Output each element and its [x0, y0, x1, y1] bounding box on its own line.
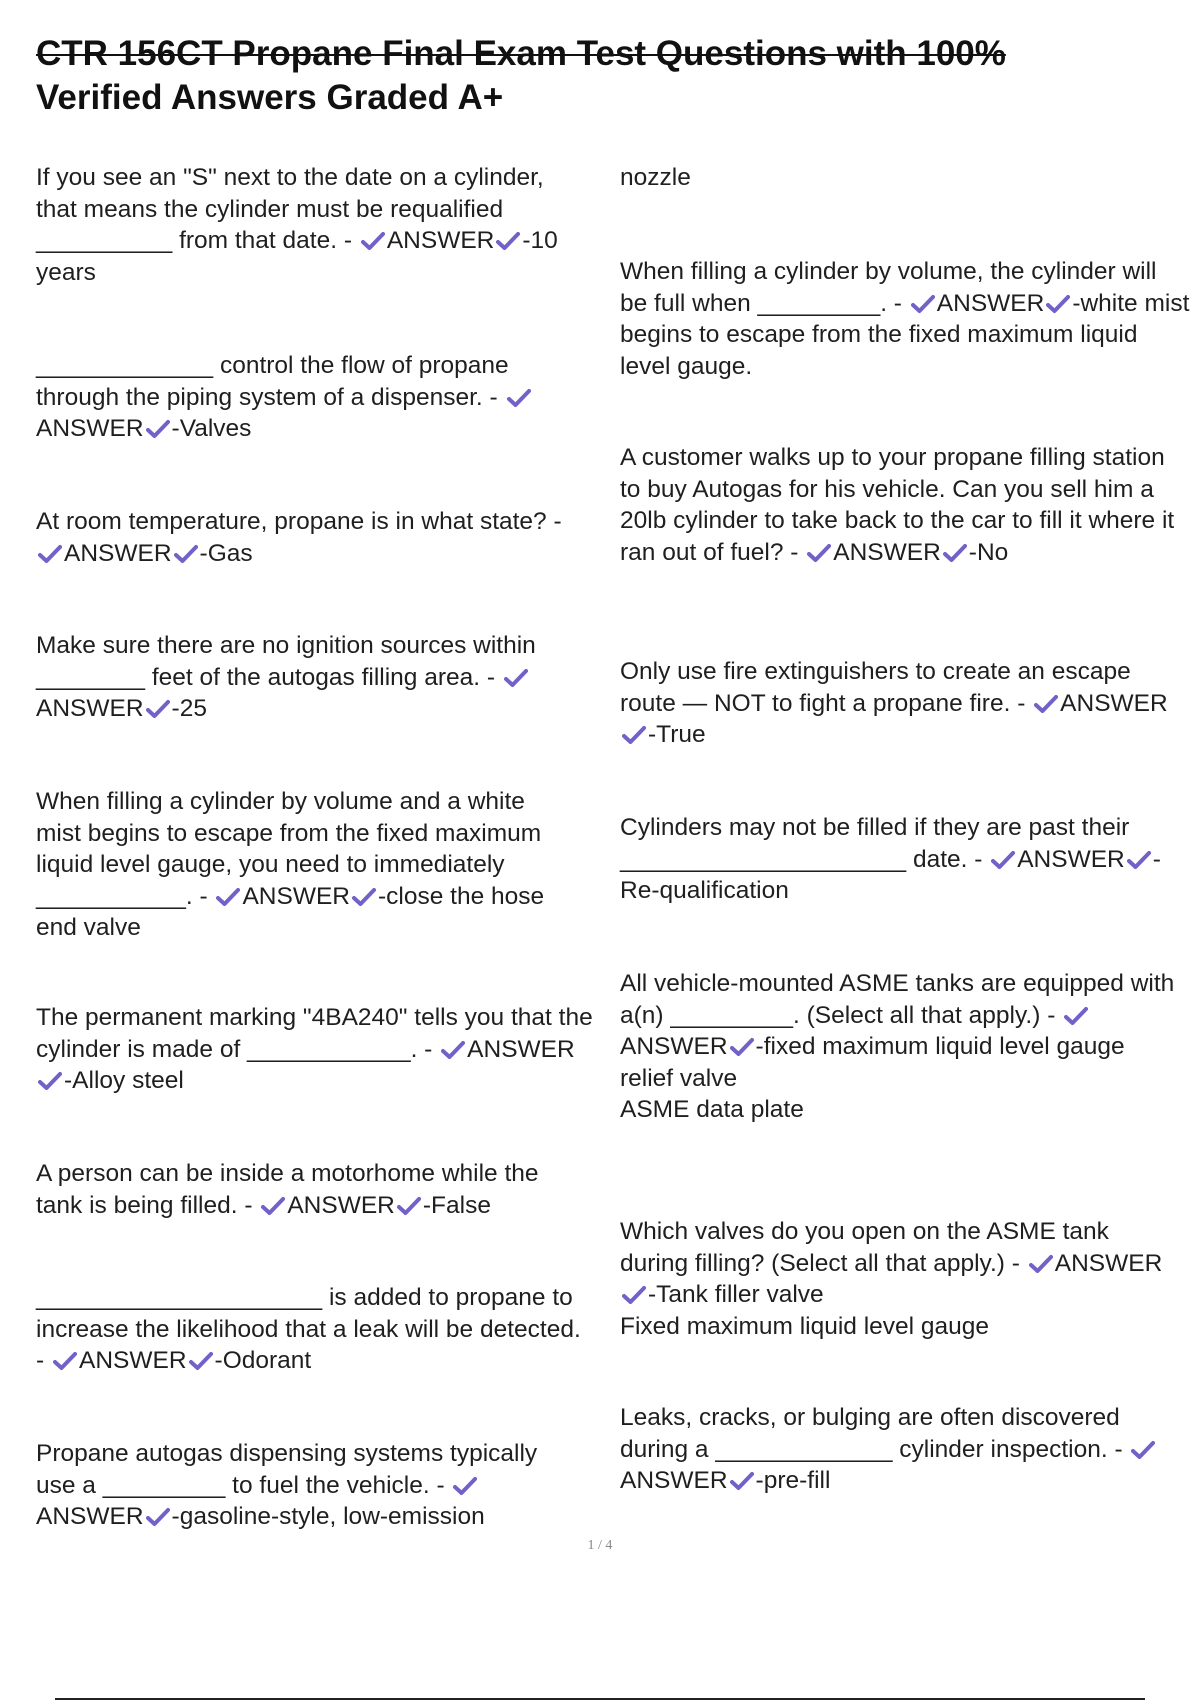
- check-icon: [361, 231, 385, 251]
- question-text: When filling a cylinder by volume, the cylinder will be full when _________. -: [620, 258, 1157, 317]
- answer-text: -fixed maximum liquid level gauge: [755, 1033, 1125, 1060]
- answer-text: -25: [171, 695, 207, 722]
- qa-item: [620, 656, 1180, 751]
- check-icon: [352, 887, 376, 907]
- answer-label: ANSWER: [1060, 689, 1168, 717]
- check-icon: [1034, 694, 1058, 714]
- check-icon: [216, 887, 240, 907]
- answer-label: ANSWER: [36, 1503, 144, 1530]
- question-text: _____________ control the flow of propane through the piping system of a dispenser. -: [36, 352, 509, 411]
- answer-label: ANSWER: [386, 227, 495, 254]
- check-icon: [453, 1476, 477, 1496]
- answer-continuation: nozzle: [620, 164, 691, 191]
- answer-text: -close the hose end valve: [36, 882, 545, 941]
- answer-text: -Tank filler valve: [648, 1281, 824, 1308]
- qa-item: [620, 442, 1180, 568]
- answer-extra-line: relief valve: [620, 1064, 738, 1092]
- check-icon: [730, 1471, 754, 1491]
- document-title: [36, 32, 1146, 120]
- answer-extra-line: Fixed maximum liquid level gauge: [620, 1312, 990, 1340]
- check-icon: [174, 544, 198, 564]
- answer-text: -No: [968, 538, 1009, 566]
- answer-label: ANSWER: [620, 1033, 728, 1060]
- title-line-1: CTR 156CT Propane Final Exam Test Questions with 100%: [36, 34, 1006, 73]
- qa-item: [36, 630, 566, 725]
- answer-label: ANSWER: [36, 695, 144, 722]
- check-icon: [911, 294, 935, 314]
- title-line-2: Verified Answers Graded A+: [36, 78, 504, 117]
- check-icon: [146, 419, 170, 439]
- check-icon: [1046, 294, 1070, 314]
- answer-label: ANSWER: [467, 1035, 575, 1063]
- question-text: Make sure there are no ignition sources within ________ feet of the autogas filling area. -: [36, 632, 536, 691]
- qa-item: [36, 350, 566, 445]
- question-text: Cylinders may not be filled if they are past their _____________________ date. -: [620, 814, 1130, 873]
- answer-text: -pre-fill: [755, 1467, 831, 1494]
- check-icon: [730, 1037, 754, 1057]
- check-icon: [622, 1285, 646, 1305]
- check-icon: [991, 850, 1015, 870]
- answer-label: ANSWER: [936, 289, 1045, 317]
- check-icon: [1131, 1440, 1155, 1460]
- question-text: _____________________ is added to propane to increase the likelihood that a leak will be detected. -: [36, 1284, 581, 1374]
- question-text: Leaks, cracks, or bulging are often discovered during a _____________ cylinder inspection. -: [620, 1404, 1123, 1463]
- check-icon: [261, 1196, 285, 1216]
- check-icon: [1064, 1006, 1088, 1026]
- question-text: When filling a cylinder by volume and a white mist begins to escape from the fixed maximum liquid level gauge, you need to immediately ___________. -: [36, 788, 542, 910]
- qa-item: [620, 1402, 1165, 1497]
- check-icon: [504, 668, 528, 688]
- check-icon: [441, 1040, 465, 1060]
- answer-label: ANSWER: [1017, 845, 1125, 873]
- check-icon: [146, 699, 170, 719]
- check-icon: [38, 544, 62, 564]
- check-icon: [38, 1071, 62, 1091]
- check-icon: [1029, 1254, 1053, 1274]
- answer-text: -10 years: [36, 227, 558, 286]
- answer-label: ANSWER: [833, 538, 941, 566]
- answer-extra-line: ASME data plate: [620, 1096, 804, 1123]
- question-text: Which valves do you open on the ASME tank during filling? (Select all that apply.) -: [620, 1218, 1109, 1277]
- answer-text: -Gas: [199, 539, 253, 567]
- page-number: 1 / 4: [587, 1538, 613, 1553]
- qa-item: [36, 1438, 576, 1533]
- question-text: At room temperature, propane is in what state? -: [36, 508, 562, 535]
- qa-item: [620, 812, 1180, 907]
- check-icon: [189, 1351, 213, 1371]
- question-text: All vehicle-mounted ASME tanks are equipped with a(n) _________. (Select all that apply.) -: [620, 970, 1175, 1029]
- check-icon: [622, 725, 646, 745]
- answer-text: -Alloy steel: [64, 1067, 184, 1094]
- check-icon: [507, 388, 531, 408]
- qa-item: [620, 968, 1180, 1126]
- qa-item: [620, 1216, 1180, 1342]
- qa-item: [36, 1282, 581, 1377]
- answer-text: -white mist begins to escape from the fixed maximum liquid level gauge.: [620, 289, 1190, 380]
- question-text: Propane autogas dispensing systems typically use a _________ to fuel the vehicle. -: [36, 1440, 538, 1499]
- qa-item: [36, 506, 596, 569]
- question-text: The permanent marking "4BA240" tells you that the cylinder is made of ____________. -: [36, 1004, 593, 1063]
- check-icon: [53, 1351, 77, 1371]
- answer-label: ANSWER: [242, 882, 351, 910]
- answer-text: -Valves: [171, 415, 252, 442]
- question-text: Only use fire extinguishers to create an escape route — NOT to fight a propane fire. -: [620, 658, 1131, 717]
- qa-item: [36, 162, 566, 288]
- qa-item: [36, 1002, 596, 1097]
- check-icon: [1127, 850, 1151, 870]
- check-icon: [496, 231, 520, 251]
- check-icon: [807, 543, 831, 563]
- qa-item: [36, 1158, 576, 1221]
- answer-text: -Re-qualification: [620, 845, 1161, 904]
- question-text: A person can be inside a motorhome while the tank is being filled. -: [36, 1160, 539, 1219]
- answer-label: ANSWER: [287, 1191, 395, 1219]
- answer-text: -gasoline-style, low-emission: [171, 1503, 485, 1530]
- qa-item: [36, 786, 571, 944]
- answer-label: ANSWER: [64, 539, 172, 567]
- qa-item: [620, 256, 1190, 382]
- check-icon: [146, 1507, 170, 1527]
- check-icon: [397, 1196, 421, 1216]
- answer-text: -False: [422, 1191, 491, 1219]
- answer-text: -Odorant: [214, 1347, 312, 1374]
- answer-text: -True: [648, 721, 706, 748]
- answer-label: ANSWER: [36, 415, 144, 442]
- question-text: If you see an "S" next to the date on a cylinder, that means the cylinder must be requalified __________ from that date. -: [36, 164, 544, 254]
- question-text: A customer walks up to your propane filling station to buy Autogas for his vehicle. Can you sell him a 20lb cylinder to take back to the car to fill it where it ran out of fuel? -: [620, 444, 1175, 566]
- answer-label: ANSWER: [78, 1347, 187, 1374]
- answer-label: ANSWER: [1054, 1249, 1163, 1277]
- qa-item-continuation: [620, 162, 1180, 194]
- answer-label: ANSWER: [620, 1467, 728, 1494]
- check-icon: [943, 543, 967, 563]
